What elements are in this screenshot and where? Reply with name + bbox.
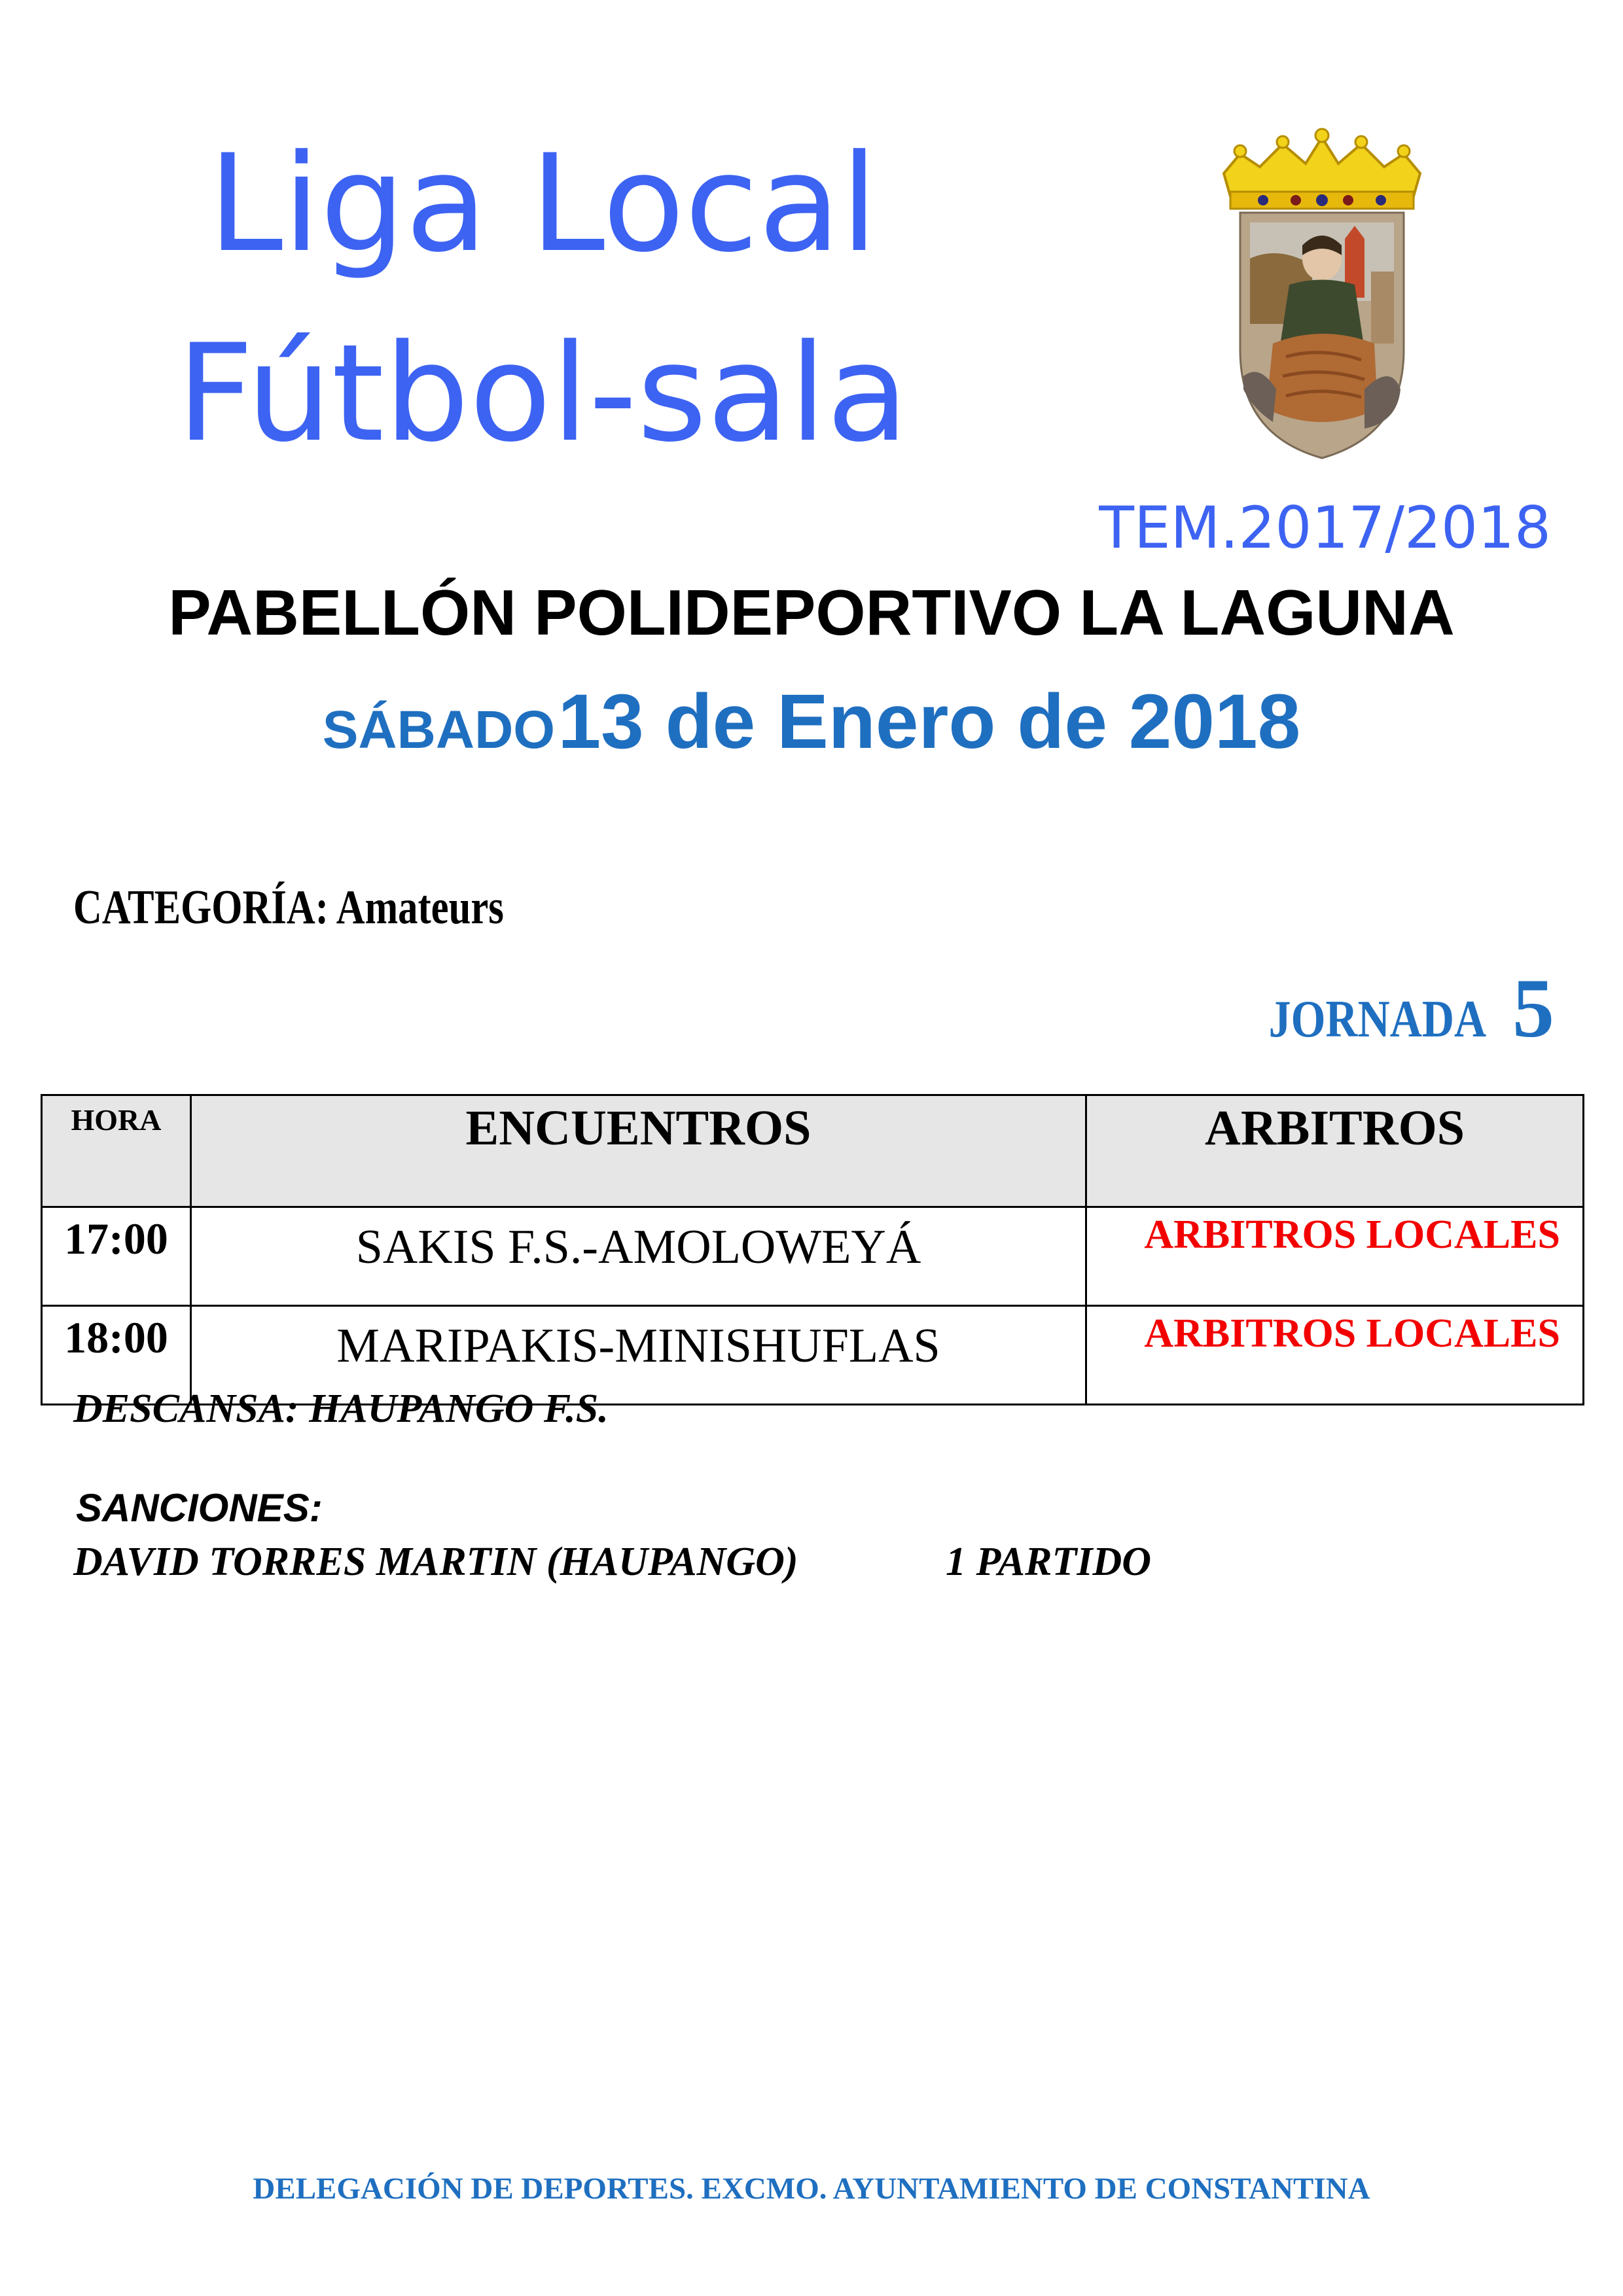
match-referees: ARBITROS LOCALES	[1086, 1207, 1584, 1306]
shield-icon	[1240, 213, 1404, 458]
title-line-1: Liga Local	[208, 126, 878, 282]
match-time: 18:00	[42, 1306, 191, 1405]
round-indicator	[1230, 961, 1554, 1057]
category-label: CATEGORÍA: Amateurs	[73, 881, 504, 934]
round-number: 5	[1512, 962, 1554, 1055]
match-teams: SAKIS F.S.-AMOLOWEYÁ	[191, 1207, 1086, 1306]
crown-icon	[1224, 129, 1420, 209]
match-teams: MARIPAKIS-MINISHUFLAS	[191, 1306, 1086, 1405]
resting-team: DESCANSA: HAUPANGO F.S.	[73, 1386, 609, 1431]
table-row	[42, 1207, 1584, 1306]
match-date	[0, 677, 1623, 766]
column-header-referees: ARBITROS	[1086, 1095, 1584, 1207]
date-text: 13 de Enero de 2018	[558, 679, 1301, 765]
match-referees: ARBITROS LOCALES	[1086, 1306, 1584, 1405]
column-header-time: HORA	[42, 1095, 191, 1207]
sanction-penalty: 1 PARTIDO	[946, 1540, 1152, 1584]
day-name: SÁBADO	[322, 700, 556, 760]
footer-organization: DELEGACIÓN DE DEPORTES. EXCMO. AYUNTAMIENTO DE CONSTANTINA	[253, 2172, 1370, 2206]
table-header-row	[42, 1095, 1584, 1207]
fixtures-table	[41, 1094, 1584, 1405]
venue-title: PABELLÓN POLIDEPORTIVO LA LAGUNA	[168, 576, 1455, 648]
title-line-2: Fútbol-sala	[177, 316, 909, 472]
match-time: 17:00	[42, 1207, 191, 1306]
sanctioned-player: DAVID TORRES MARTIN (HAUPANGO)	[73, 1540, 798, 1584]
sanctions-title: SANCIONES:	[76, 1486, 323, 1530]
column-header-matches: ENCUENTROS	[191, 1095, 1086, 1207]
municipal-crest-image	[1214, 128, 1430, 461]
season-label: TEM.2017/2018	[1099, 494, 1551, 561]
round-label: JORNADA	[1268, 991, 1486, 1048]
